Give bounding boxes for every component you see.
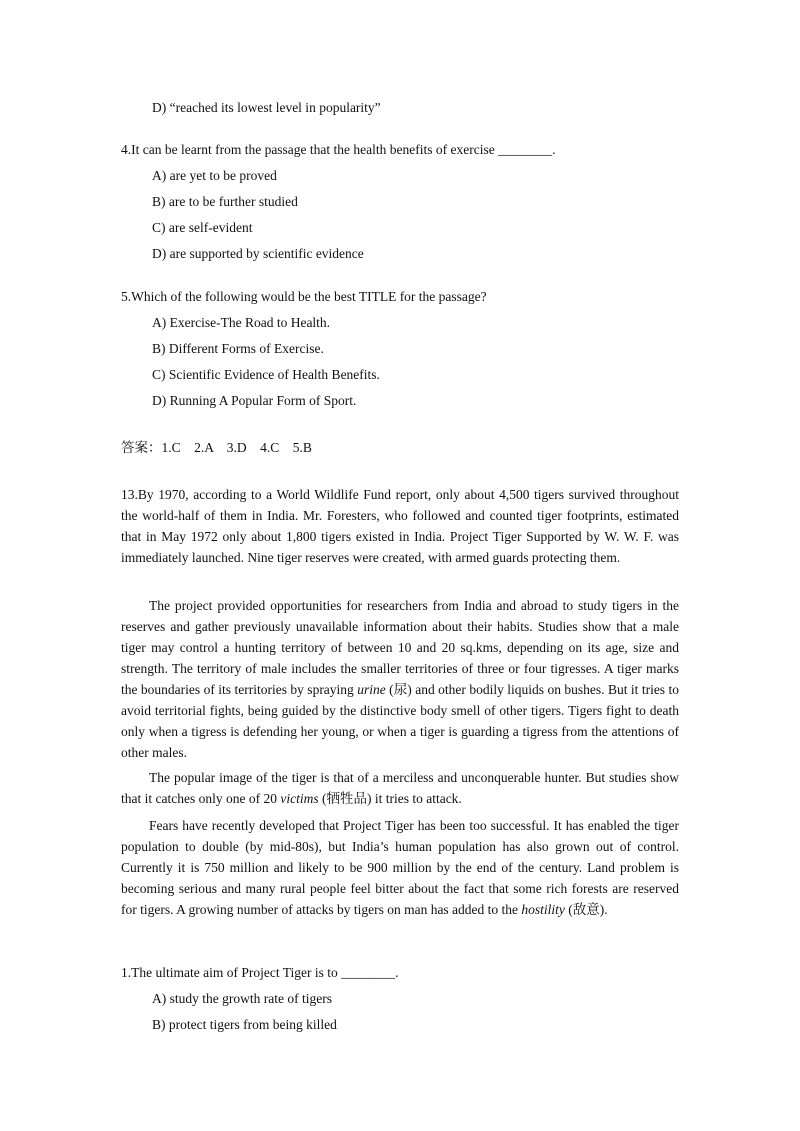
question-4-option-d: D) are supported by scientific evidence bbox=[152, 246, 364, 261]
passage-paragraph-1: 13.By 1970, according to a World Wildlife Fund report, only about 4,500 tigers survived throughout the world-half of them in India. Mr. Foresters, who followed and counted tiger footprints, estimated that in May 1972 only about 1,800 tigers existed in India. Project Tiger Supported by W. W. F. was immediately launched. Nine tiger reserves were created, with armed guards protecting them. bbox=[121, 487, 679, 565]
passage-paragraph-2 bbox=[121, 595, 679, 763]
question-4-option-b: B) are to be further studied bbox=[152, 194, 298, 209]
passage-paragraph-3 bbox=[121, 767, 679, 809]
paragraph-3-text-b: (牺牲品) it tries to attack. bbox=[318, 791, 462, 806]
question-5-stem: 5.Which of the following would be the best TITLE for the passage? bbox=[121, 289, 487, 304]
question-5-option-c: C) Scientific Evidence of Health Benefits. bbox=[152, 367, 380, 382]
question-1-stem: 1.The ultimate aim of Project Tiger is to ________. bbox=[121, 965, 399, 980]
question-1-option-b: B) protect tigers from being killed bbox=[152, 1017, 337, 1032]
question-4-stem: 4.It can be learnt from the passage that the health benefits of exercise ________. bbox=[121, 142, 556, 157]
term-victims: victims bbox=[280, 791, 319, 806]
term-urine: urine bbox=[357, 682, 386, 697]
term-hostility: hostility bbox=[521, 902, 565, 917]
question-4-option-c: C) are self-evident bbox=[152, 220, 253, 235]
passage-paragraph-4 bbox=[121, 815, 679, 920]
question-5-option-d: D) Running A Popular Form of Sport. bbox=[152, 393, 357, 408]
paragraph-4-text-a: Fears have recently developed that Project Tiger has been too successful. It has enabled the tiger population to double (by mid-80s), but India’s human population has also grown out of control. Currently it is 750 million and likely to be 900 million by the end of the century. Land problem is becoming serious and many rural people feel bitter about the fact that some rich forests are reserved for tigers. A growing number of attacks by tigers on man has added to the bbox=[121, 818, 679, 917]
paragraph-2-text-b: (尿) and other bodily liquids on bushes. But it tries to avoid territorial fights, being guided by the distinctive body smell of other tigers. Tigers fight to death only when a tigress is defending her young, or when a tiger is guarding a tigress from the attentions of other males. bbox=[121, 682, 679, 760]
question-1-option-a: A) study the growth rate of tigers bbox=[152, 991, 332, 1006]
paragraph-4-text-b: (敌意). bbox=[564, 902, 608, 917]
prev-option-d: D) “reached its lowest level in popularity” bbox=[152, 100, 381, 115]
paragraph-2-text-a: The project provided opportunities for researchers from India and abroad to study tigers in the reserves and gather previously unavailable information about their habits. Studies show that a male tiger may control a hunting territory of between 10 and 20 sq.kms, depending on its age, size and strength. The territory of male includes the smaller territories of three or four tigresses. A tiger marks the boundaries of its territories by spraying bbox=[121, 598, 679, 697]
question-5-option-b: B) Different Forms of Exercise. bbox=[152, 341, 324, 356]
answer-key: 答案：1.C 2.A 3.D 4.C 5.B bbox=[121, 440, 312, 455]
paragraph-3-text-a: The popular image of the tiger is that of a merciless and unconquerable hunter. But studies show that it catches only one of 20 bbox=[121, 770, 679, 806]
question-4-option-a: A) are yet to be proved bbox=[152, 168, 277, 183]
question-5-option-a: A) Exercise-The Road to Health. bbox=[152, 315, 331, 330]
